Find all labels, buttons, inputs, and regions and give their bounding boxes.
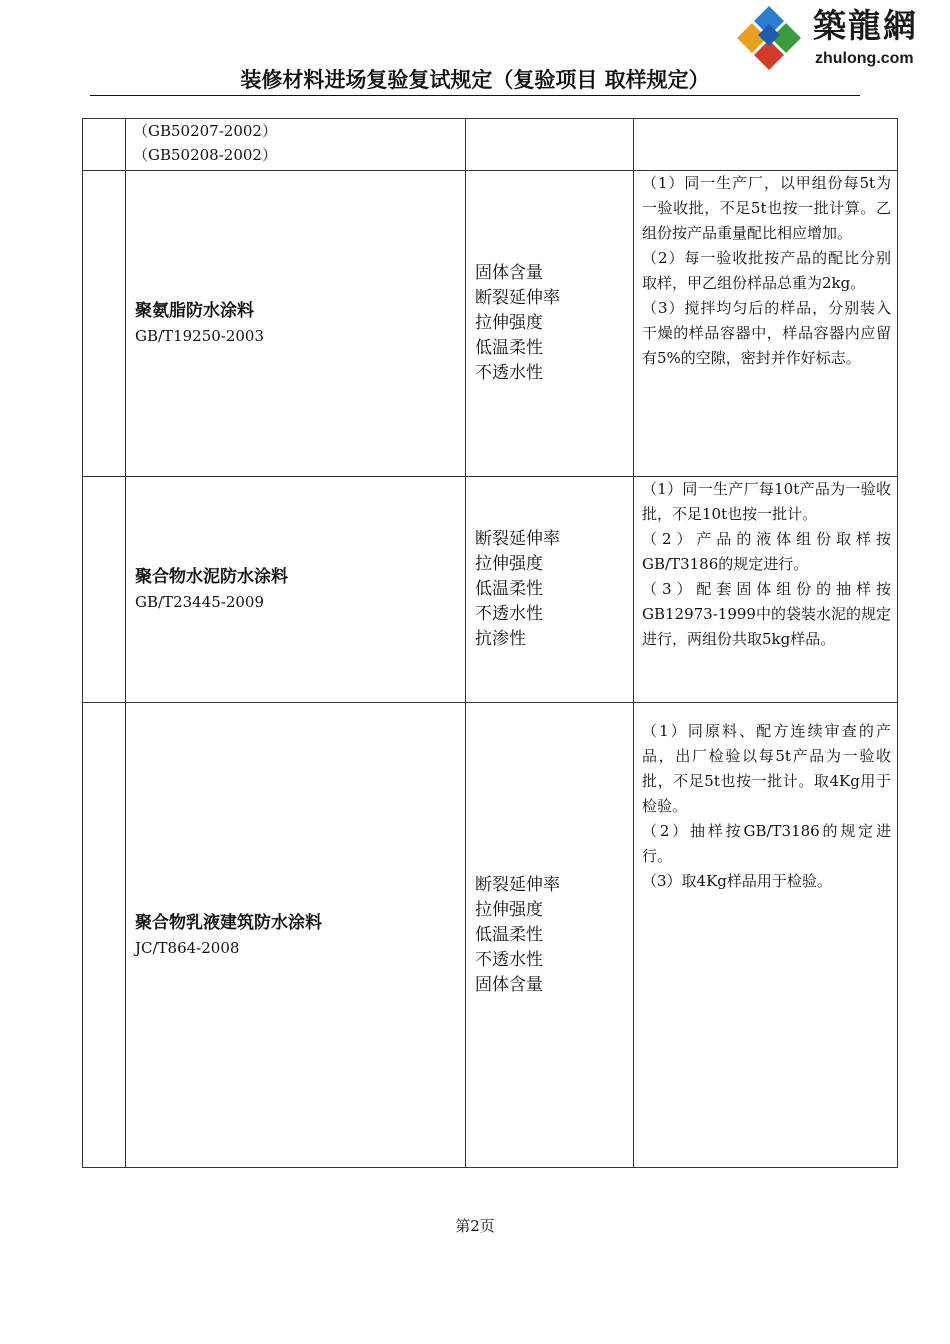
material-name: 聚合物乳液建筑防水涂料 [135,912,322,933]
test-items-cell [466,171,634,477]
test-item: 固体含量 [475,263,543,283]
sampling-rule: （1）同一生产厂每10t产品为一验收批，不足10t也按一批计。 [642,480,891,523]
index-cell [83,119,126,171]
sampling-rule: （3）搅拌均匀后的样品，分别装入干燥的样品容器中，样品容器内应留有5%的空隙，密封并作好标志。 [642,299,891,367]
sampling-rule: （1）同原料、配方连续审查的产品，出厂检验以每5t产品为一验收批，不足5t也按一批计。取4Kg用于检验。 [642,722,891,815]
test-items-cell [466,477,634,703]
material-standard: JC/T864-2008 [135,938,240,957]
table-row [83,171,898,477]
title-underline [90,95,860,96]
sampling-rule: （3）配套固体组份的抽样按GB12973-1999中的袋装水泥的规定进行，两组份共取5kg样品。 [642,580,891,648]
test-item: 固体含量 [475,974,543,995]
test-item: 不透水性 [475,604,543,624]
material-cell [126,119,466,171]
test-item: 拉伸强度 [475,313,543,333]
material-name: 聚氨脂防水涂料 [135,301,254,321]
zhulong-logo [728,4,943,74]
test-item: 断裂延伸率 [475,874,560,895]
zhulong-logo-mark-icon [728,4,810,74]
sampling-rule: （3）取4Kg样品用于检验。 [642,872,832,890]
table-row [83,477,898,703]
test-item: 拉伸强度 [475,554,543,574]
sampling-rule-cell [634,119,898,171]
test-item: 低温柔性 [475,924,543,945]
material-name: 聚合物水泥防水涂料 [135,567,288,587]
test-item: 低温柔性 [475,338,543,358]
sampling-rule: （2）产品的液体组份取样按GB/T3186的规定进行。 [642,530,891,573]
material-cell [126,171,466,477]
index-cell [83,171,126,477]
standard-code: （GB50208-2002） [133,146,277,164]
logo-url-text: zhulong.com [815,50,914,67]
sampling-rule: （2）每一验收批按产品的配比分别取样，甲乙组份样品总重为2kg。 [642,249,891,292]
page-number: 第2页 [455,1217,495,1235]
test-item: 拉伸强度 [475,899,543,920]
table-row [83,119,898,171]
sampling-rule-cell [634,171,898,477]
test-items-cell [466,703,634,1168]
logo-chinese-text: 築龍網 [813,6,918,45]
index-cell [83,703,126,1168]
test-item: 抗渗性 [475,629,526,649]
test-item: 断裂延伸率 [475,288,560,308]
material-cell [126,477,466,703]
test-item: 低温柔性 [475,579,543,599]
document-title: 装修材料进场复验复试规定（复验项目 取样规定） [240,68,710,92]
test-item: 不透水性 [475,363,543,383]
sampling-rule: （2）抽样按GB/T3186的规定进行。 [642,822,891,865]
index-cell [83,477,126,703]
sampling-rule-cell [634,703,898,1168]
sampling-rule: （1）同一生产厂，以甲组份每5t为一验收批，不足5t也按一批计算。乙组份按产品重量配比相应增加。 [642,174,891,242]
material-standard: GB/T23445-2009 [135,593,265,611]
table-row [83,703,898,1168]
sampling-rule-cell [634,477,898,703]
test-item: 不透水性 [475,949,543,970]
material-cell [126,703,466,1168]
standard-code: （GB50207-2002） [133,122,277,140]
test-items-cell [466,119,634,171]
test-item: 断裂延伸率 [475,529,560,549]
inspection-table [82,118,898,1168]
material-standard: GB/T19250-2003 [135,327,265,345]
